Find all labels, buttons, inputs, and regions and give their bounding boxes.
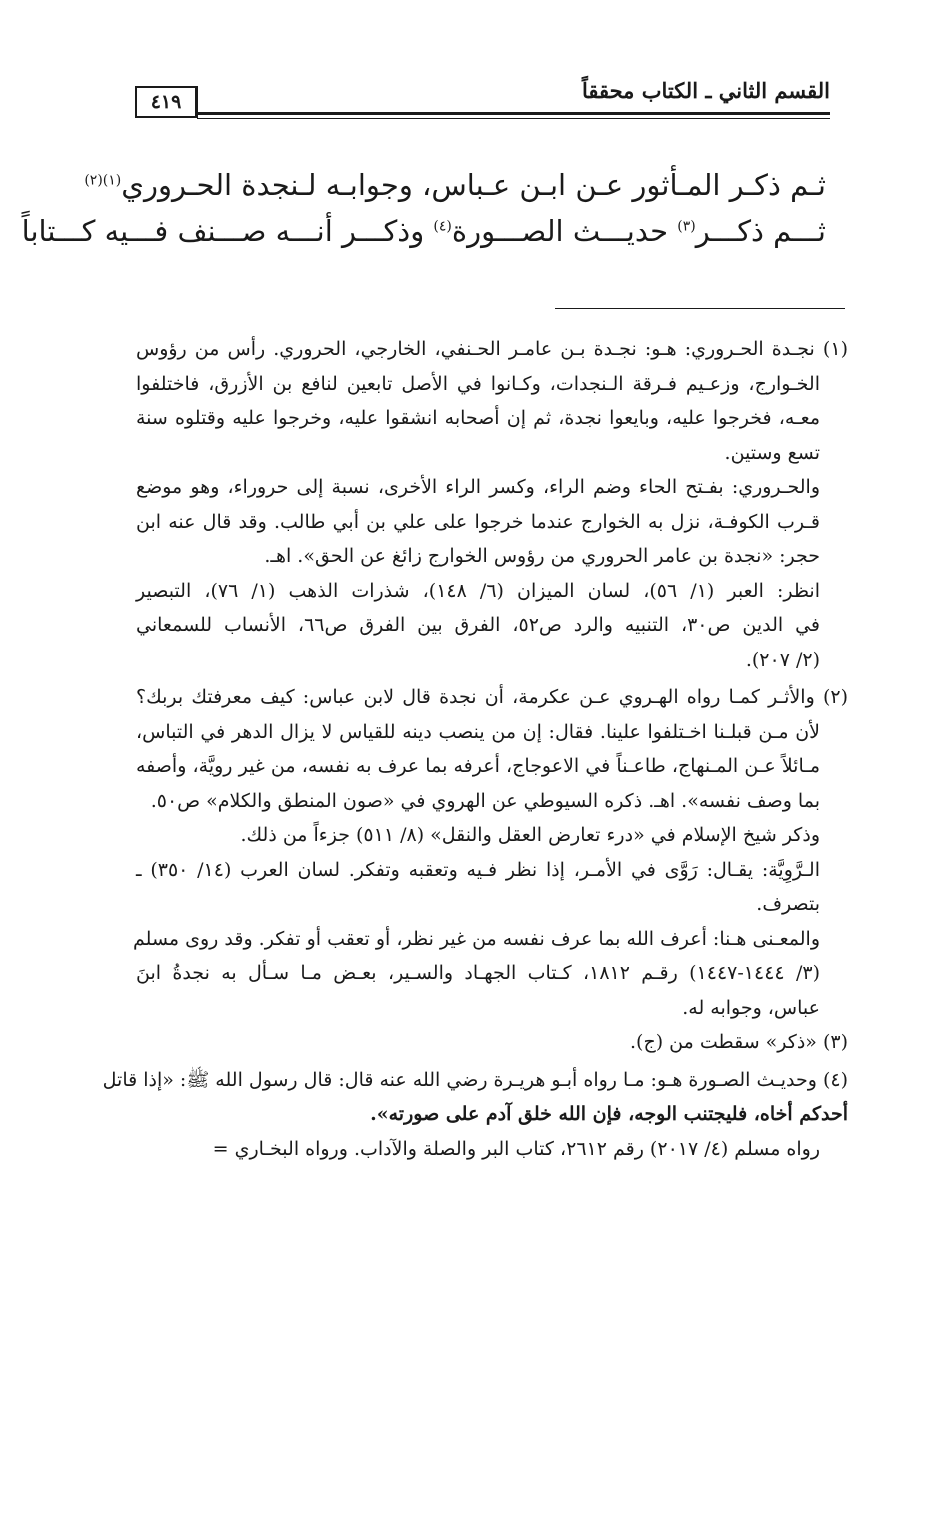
main-text <box>21 162 826 254</box>
main-line-1 <box>84 162 826 208</box>
running-head: القسم الثاني ـ الكتاب محققاً <box>581 78 830 103</box>
main-line-2-text-b: حديـــث الصـــورة <box>451 214 669 248</box>
footnote-line: انظر: العبر (١/ ٥٦)، لسان الميزان (٦/ ١٤٨)، شذرات الذهب (١/ ٧٦)، التبصير <box>136 579 820 602</box>
footnote-line: معـه، فخرجوا عليه، وبايعوا نجدة، ثم إن أصحابه انشقوا عليه، وخرجوا عليه وقتلوه سنة <box>136 407 820 429</box>
footnote-line: رواه مسلم (٤/ ٢٠١٧) رقم ٢٦١٢، كتاب البر والصلة والآداب. ورواه البخـاري = <box>212 1137 820 1160</box>
page-header <box>135 78 830 130</box>
footnote-4 <box>102 1063 848 1167</box>
main-line-2-text-a: ثـــم ذكـــر <box>695 214 826 248</box>
footnote-line: وذكر شيخ الإسلام في «درء تعارض العقل والنقل» (٨/ ٥١١) جزءاً من ذلك. <box>240 824 820 846</box>
footnote-line: لأن مـن قبلـنا اخـتلفوا علينا. فقال: إن من ينصب دينه للقياس لا يزال الدهر في التباس، <box>136 720 820 743</box>
footnote-line: بما وصف نفسه». اهـ. ذكره السيوطي عن الهروي في «صون المنطق والكلام» ص٥٠. <box>150 789 820 812</box>
footnote-2 <box>133 680 848 1025</box>
footnote-line-hadith: أحدكم أخاه، فليجتنب الوجه، فإن الله خلق آدم على صورته». <box>370 1103 848 1125</box>
header-rule-thin <box>197 118 830 119</box>
main-line-2-text-c: وذكـــر أنـــه صـــنف فـــيه كـــتاباً <box>21 214 425 248</box>
footnote-line: في الدين ص٣٠، التنبيه والرد ص٥٢، الفرق بين الفرق ص٦٦، الأنساب للسمعاني <box>136 614 820 636</box>
footnote-ref-3[interactable]: (٣) <box>677 218 696 235</box>
footnote-line: الخـوارج، وزعـيم فـرقة الـنجدات، وكـانوا في الأصل تابعين لنافع بن الأزرق، فاختلفوا <box>136 372 820 395</box>
footnote-separator <box>555 308 845 309</box>
footnote-line: (١) نجـدة الحـروري: هـو: نجـدة بـن عامـر الحـنفي، الخارجي، الحروري. رأس من رؤوس <box>136 338 848 360</box>
footnote-line: عباس، وجوابه له. <box>682 996 820 1019</box>
footnote-line: (٣/ ١٤٤٤-١٤٤٧) رقـم ١٨١٢، كـتاب الجهـاد والسـير، بعـض مـا سـأل به نجدةُ ابنَ <box>136 962 820 984</box>
page-number: ٤١٩ <box>135 86 198 118</box>
footnote-line: والحـروري: بفـتح الحاء وضم الراء، وكسر الراء الأخرى، نسبة إلى حروراء، وهو موضع <box>136 476 820 498</box>
footnote-line: حجر: «نجدة بن عامر الحروري من رؤوس الخوارج زائغ عن الحق». اهـ. <box>264 545 820 567</box>
footnote-line: (٢/ ٢٠٧). <box>745 648 820 671</box>
footnotes <box>102 332 848 1166</box>
footnote-ref-4[interactable]: (٤) <box>433 218 452 235</box>
main-line-2 <box>21 208 826 254</box>
footnote-line: قـرب الكوفـة، نزل به الخوارج عندما خرجوا على علي بن أبي طالب. وقد قال عنه ابن <box>136 510 820 533</box>
header-rule-thick <box>197 112 830 115</box>
footnote-line: والمعـنى هـنا: أعرف الله بما عرف نفسه من غير نظر، أو تعقب أو تفكر. وقد روى مسلم <box>133 927 820 950</box>
footnote-3 <box>136 1025 848 1060</box>
footnote-line: (٣) «ذكر» سقطت من (ج). <box>630 1031 848 1053</box>
footnote-1 <box>136 332 848 677</box>
footnote-line: مـائلاً عـن المـنهاج، طاعـناً في الاعوجاج، أعرفه بما عرف به نفسه، من غير رويَّة، وأصفه <box>136 755 820 777</box>
footnote-line: بتصرف. <box>756 893 820 915</box>
footnote-line: (٢) والأثـر كمـا رواه الهـروي عـن عكرمة، أن نجدة قال لابن عباس: كيف معرفتك بربك؟ <box>136 686 848 708</box>
footnote-line: تسع وستين. <box>724 441 820 464</box>
footnote-line: (٤) وحديـث الصـورة هـو: مـا رواه أبـو هريـرة رضي الله عنه قال: قال رسول الله ﷺ: «إذا قاتل <box>102 1068 848 1091</box>
footnote-ref-1-2[interactable]: (١)(٢) <box>84 172 122 189</box>
footnote-line: الـرَّوِيَّة: يقـال: رَوَّى في الأمـر، إذا نظر فـيه وتعقبه وتفكر. لسان العرب (١٤/ ٣٥٠) ـ <box>136 858 820 881</box>
main-line-1-text: ثـم ذكـر المـأثور عـن ابـن عـباس، وجوابـه لـنجدة الحـروري <box>121 168 826 202</box>
